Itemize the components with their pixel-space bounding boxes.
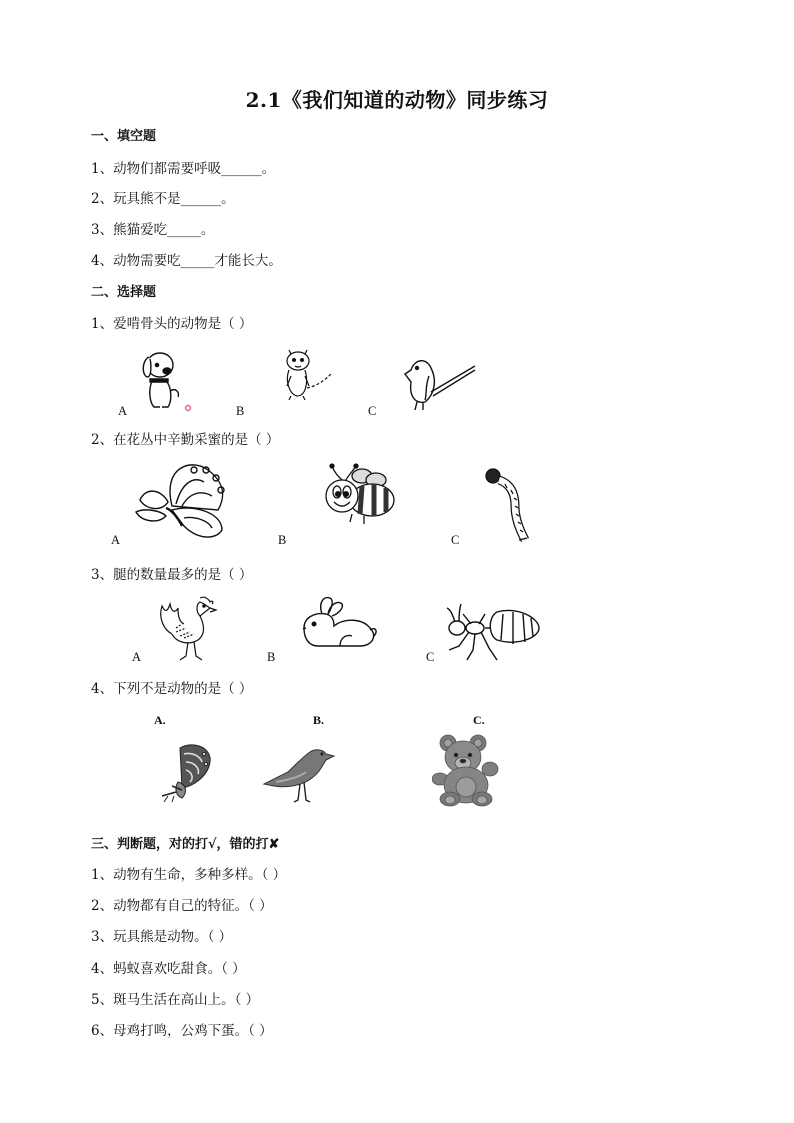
rooster-icon xyxy=(154,594,220,662)
section-heading-fill-in: 一、填空题 xyxy=(91,129,157,144)
butterfly-photo-icon xyxy=(158,742,214,802)
fill-question-2: 2、玩具熊不是______。 xyxy=(91,191,235,207)
judge-question-1: 1、动物有生命，多种多样。（ ） xyxy=(91,867,287,883)
choice-question-4: 4、下列不是动物的是（ ） xyxy=(91,681,253,697)
ant-icon xyxy=(441,600,541,662)
dog-icon xyxy=(136,347,196,413)
judge-question-3: 3、玩具熊是动物。（ ） xyxy=(91,929,233,945)
rabbit-icon xyxy=(300,594,380,652)
option-label-b: B xyxy=(267,650,276,664)
judge-question-2: 2、动物都有自己的特征。（ ） xyxy=(91,898,273,914)
option-label-b: B xyxy=(278,533,287,547)
fill-question-3: 3、熊猫爱吃_____。 xyxy=(91,222,215,238)
choice-question-2: 2、在花丛中辛勤采蜜的是（ ） xyxy=(91,432,280,448)
option-label-a: A. xyxy=(154,713,166,727)
bird-photo-icon xyxy=(262,742,338,806)
choice-question-1: 1、爱啃骨头的动物是（ ） xyxy=(91,316,253,332)
bird-icon xyxy=(401,352,477,412)
page-title: 2.1《我们知道的动物》同步练习 xyxy=(245,88,549,112)
caterpillar-icon xyxy=(479,466,539,544)
option-label-a: A xyxy=(132,650,142,664)
option-label-a: A xyxy=(118,404,128,418)
option-label-b: B xyxy=(236,404,245,418)
option-label-b: B. xyxy=(313,713,325,727)
option-label-c: C xyxy=(426,650,435,664)
choice-question-3: 3、腿的数量最多的是（ ） xyxy=(91,567,253,583)
option-label-c: C xyxy=(368,404,377,418)
fill-question-4: 4、动物需要吃_____才能长大。 xyxy=(91,253,282,269)
judge-question-4: 4、蚂蚁喜欢吃甜食。（ ） xyxy=(91,961,246,977)
section-heading-true-false: 三、判断题，对的打√，错的打✘ xyxy=(91,837,280,852)
judge-question-5: 5、斑马生活在高山上。（ ） xyxy=(91,992,260,1008)
option-label-a: A xyxy=(111,533,121,547)
teddy-bear-icon xyxy=(432,733,506,807)
cat-icon xyxy=(277,346,337,404)
bee-icon xyxy=(322,462,398,528)
butterfly-icon xyxy=(132,462,230,544)
judge-question-6: 6、母鸡打鸣，公鸡下蛋。（ ） xyxy=(91,1023,273,1039)
fill-question-1: 1、动物们都需要呼吸______。 xyxy=(91,161,276,177)
section-heading-multiple-choice: 二、选择题 xyxy=(91,285,157,300)
option-label-c: C xyxy=(451,533,460,547)
option-label-c: C. xyxy=(473,713,485,727)
